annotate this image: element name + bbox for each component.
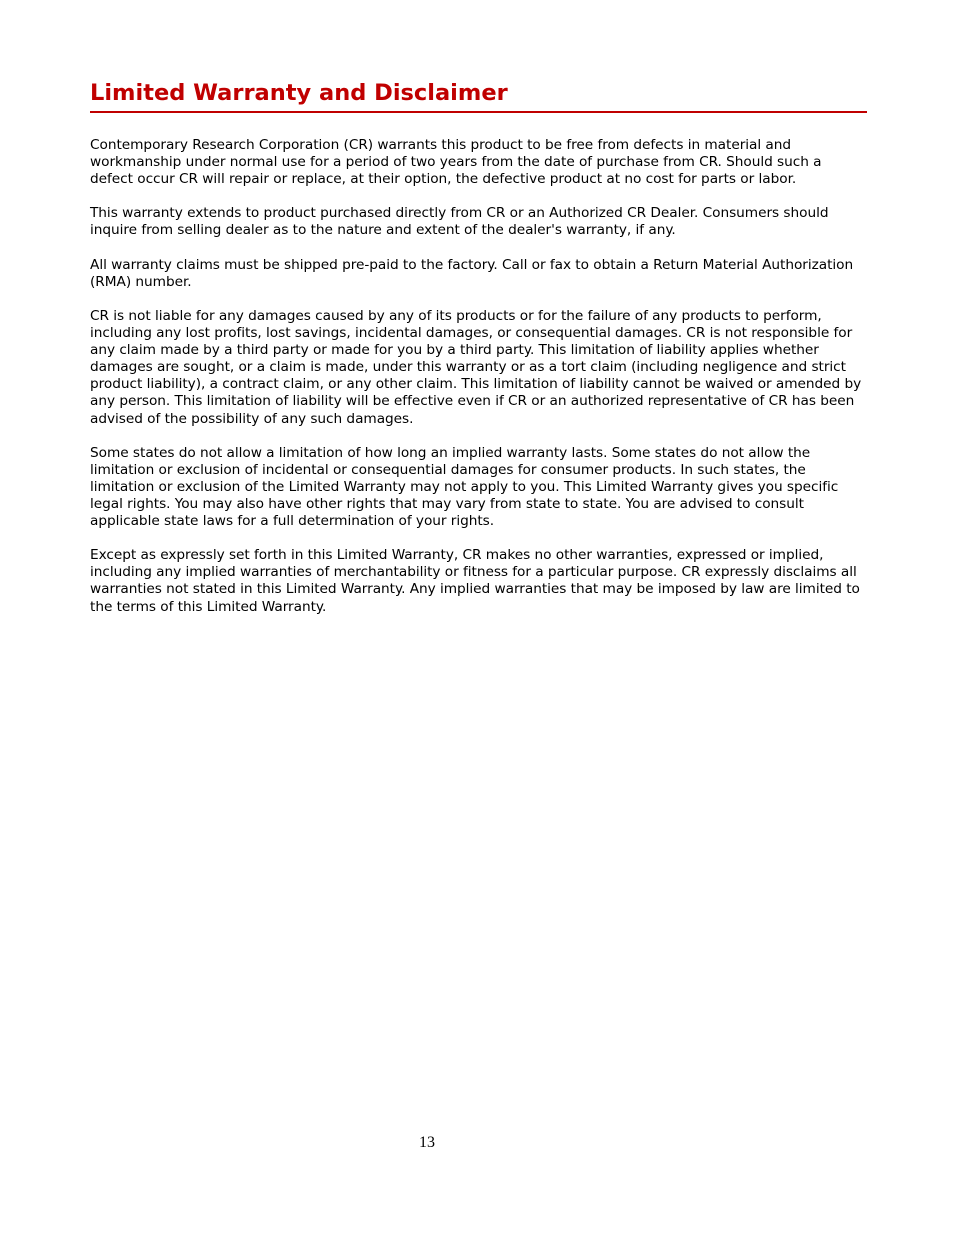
paragraph-claims-rma: All warranty claims must be shipped pre-paid to the factory. Call or fax to obtain a Return Material Authorization (RMA) number. bbox=[90, 256, 854, 290]
paragraph-state-laws: Some states do not allow a limitation of how long an implied warranty lasts. Some states do not allow the limitation or exclusion of incidental or consequential damages for consumer products. In such states, the limitation or exclusion of the Limited Warranty may not apply to you. This Limited Warranty gives you specific legal rights. You may also have other rights that may vary from state to state. You are advised to consult applicable state laws for a full determination of your rights. bbox=[90, 444, 839, 530]
paragraph-disclaimer: Except as expressly set forth in this Limited Warranty, CR makes no other warranties, expressed or implied, including any implied warranties of merchantability or fitness for a particular purpose. CR expressly disclaims all warranties not stated in this Limited Warranty. Any implied warranties that may be imposed by law are limited to the terms of this Limited Warranty. bbox=[90, 547, 860, 615]
warranty-body bbox=[90, 137, 868, 633]
paragraph-liability-limitation: CR is not liable for any damages caused by any of its products or for the failure of any products to perform, including any lost profits, lost savings, incidental damages, or consequential damages. CR is not responsible for any claim made by a third party or made for you by a third party. This limitation of liability applies whether damages are sought, or a claim is made, under this warranty or as a tort claim (including negligence and strict product liability), a contract claim, or any other claim. This limitation of liability cannot be waived or amended by any person. This limitation of liability will be effective even if CR or an authorized representative of CR has been advised of the possibility of any such damages. bbox=[90, 307, 862, 427]
title-underline-rule bbox=[90, 111, 867, 113]
page-number: 13 bbox=[419, 1134, 435, 1151]
paragraph-warranty-scope: This warranty extends to product purchased directly from CR or an Authorized CR Dealer. Consumers should inquire from selling dealer as to the nature and extent of the dealer's warranty, if any. bbox=[90, 205, 829, 239]
paragraph-warranty-terms: Contemporary Research Corporation (CR) warrants this product to be free from defects in material and workmanship under normal use for a period of two years from the date of purchase from CR. Should such a defect occur CR will repair or replace, at their option, the defective product at no cost for parts or labor. bbox=[90, 137, 822, 188]
page-title: Limited Warranty and Disclaimer bbox=[90, 80, 508, 106]
